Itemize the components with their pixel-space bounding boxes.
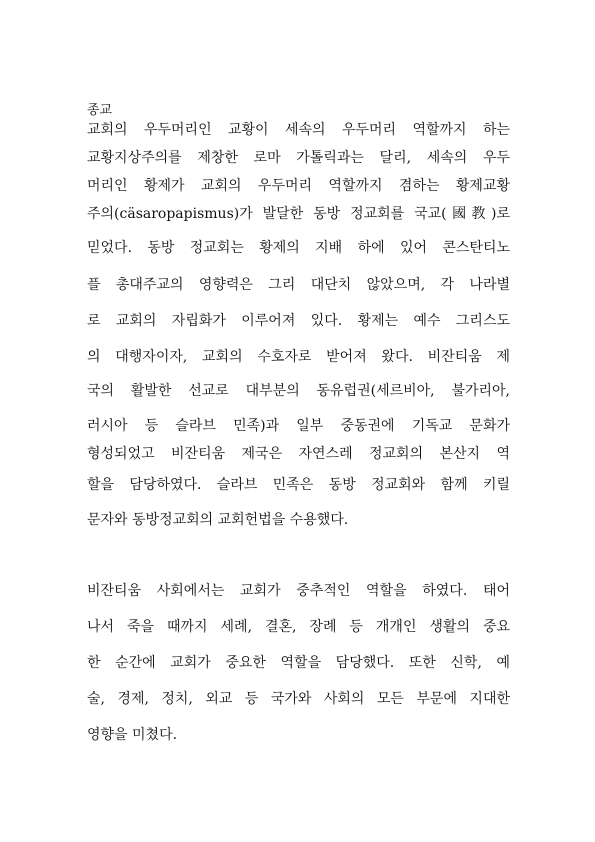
paragraph-2-line-5: 영향을 미쳤다. [87, 727, 178, 743]
paragraph-2-line-4: 술, 경제, 정치, 외교 등 국가와 사회의 모든 부문에 지대한 [87, 691, 510, 707]
paragraph-1-line-10: 러시아 등 슬라브 민족)과 일부 중동권에 기독교 문화가 [87, 418, 510, 434]
paragraph-2-line-3: 한 순간에 교회가 중요한 역할을 담당했다. 또한 신학, 예 [87, 655, 510, 671]
paragraph-1-line-13: 문자와 동방정교회의 교회헌법을 수용했다. [87, 512, 349, 528]
paragraph-1-line-3: 머리인 황제가 교회의 우두머리 역할까지 겸하는 황제교황 [87, 178, 510, 194]
paragraph-1-line-1: 교회의 우두머리인 교황이 세속의 우두머리 역할까지 하는 [87, 122, 510, 138]
paragraph-1-line-8: 의 대행자이자, 교회의 수호자로 받어져 왔다. 비잔티움 제 [87, 349, 510, 365]
paragraph-1-line-11: 형성되었고 비잔티움 제국은 자연스레 정교회의 본산지 역 [87, 446, 510, 462]
paragraph-1-line-9: 국의 활발한 선교로 대부분의 동유럽권(세르비아, 불가리아, [87, 383, 510, 399]
paragraph-1-line-7: 로 교회의 자립화가 이루어져 있다. 황제는 예수 그리스도 [87, 313, 510, 329]
paragraph-1-line-2: 교황지상주의를 제창한 로마 가톨릭과는 달리, 세속의 우두 [87, 150, 510, 166]
paragraph-1-line-4: 주의(cäsaropapismus)가 발달한 동방 정교회를 국교(國教)로 [87, 206, 510, 222]
paragraph-1-line-6: 플 총대주교의 영향력은 그리 대단치 않았으며, 각 나라별 [87, 277, 510, 293]
paragraph-1-line-5: 믿었다. 동방 정교회는 황제의 지배 하에 있어 콘스탄티노 [87, 240, 510, 256]
paragraph-2-line-1: 비잔티움 사회에서는 교회가 중추적인 역할을 하였다. 태어 [87, 583, 510, 599]
paragraph-1-line-12: 할을 담당하였다. 슬라브 민족은 동방 정교회와 함께 키릴 [87, 477, 510, 493]
section-heading: 종교 [87, 103, 113, 118]
paragraph-2-line-2: 나서 죽을 때까지 세례, 결혼, 장례 등 개개인 생활의 중요 [87, 619, 510, 635]
